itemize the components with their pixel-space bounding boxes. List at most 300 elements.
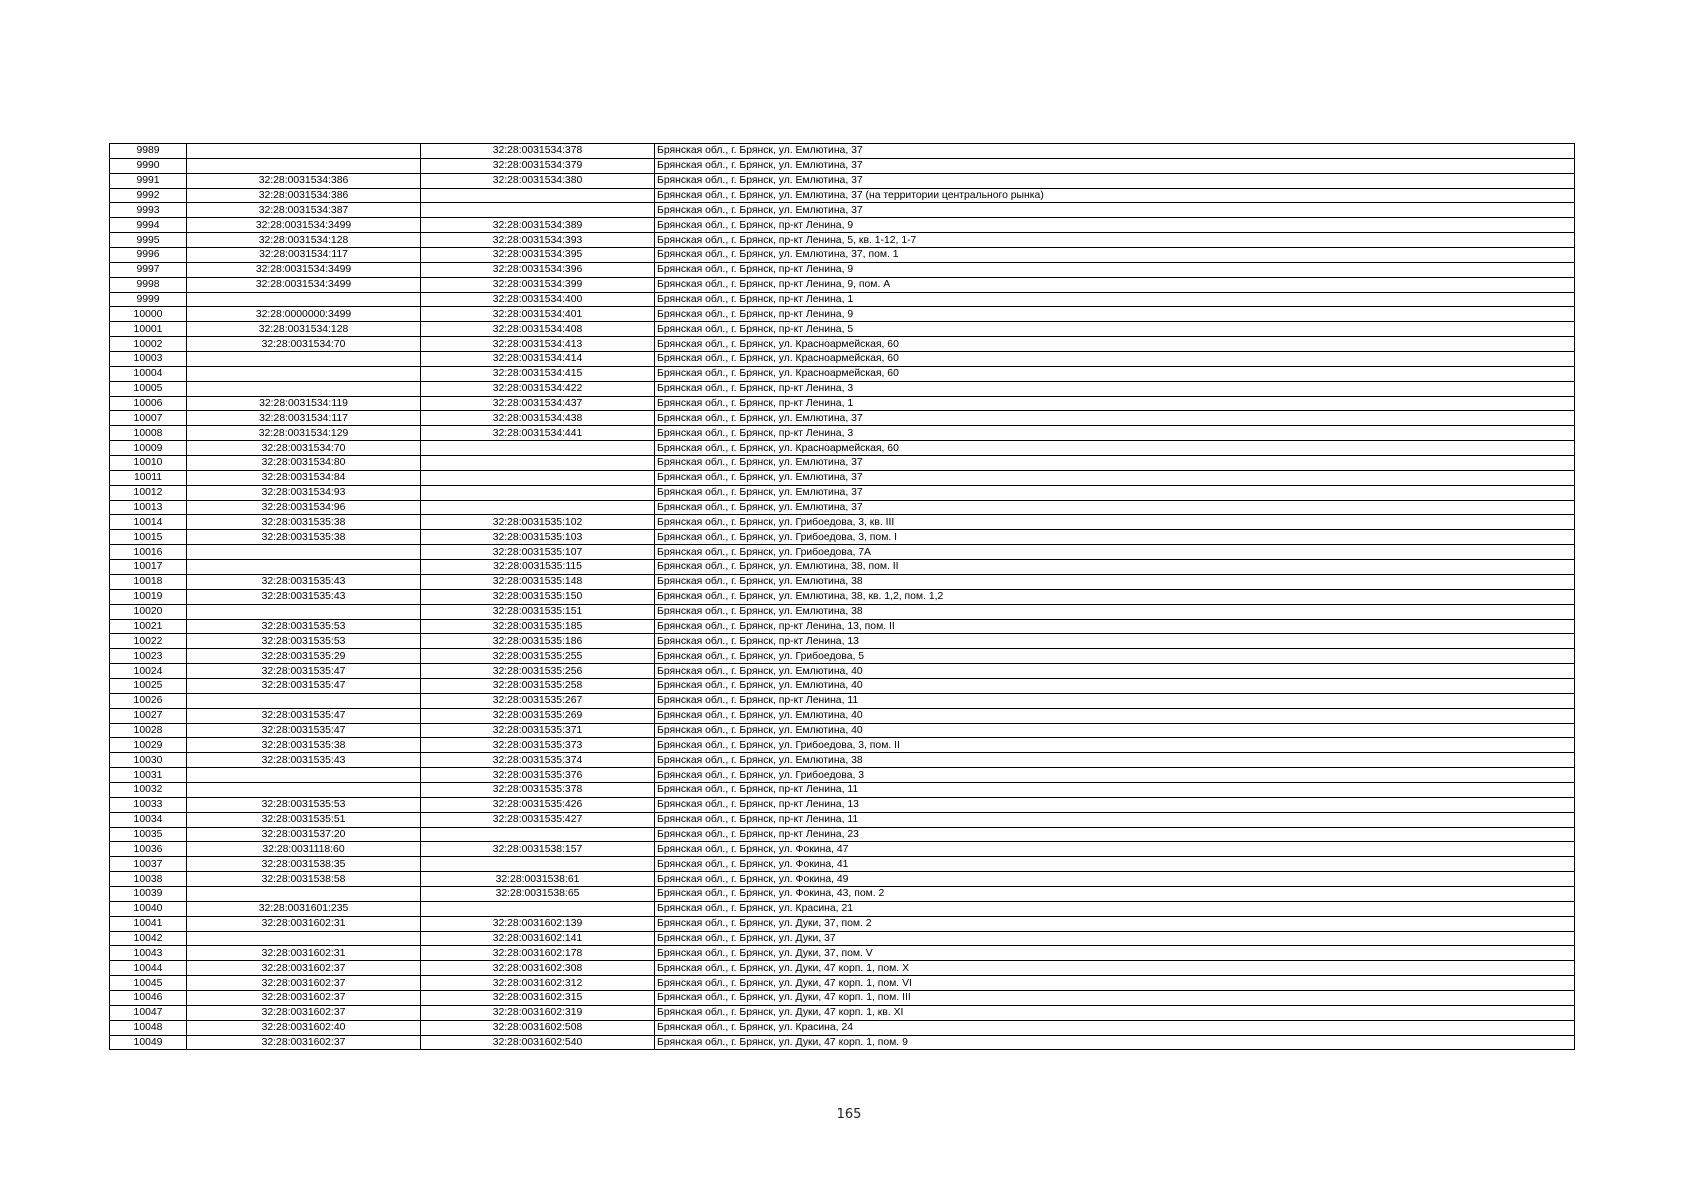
address-cell: Брянская обл., г. Брянск, ул. Грибоедова, 5 <box>655 649 1575 664</box>
land-cadastral-number-cell: 32:28:0000000:3499 <box>187 307 421 322</box>
object-cadastral-number-cell: 32:28:0031534:437 <box>421 396 655 411</box>
address-cell: Брянская обл., г. Брянск, ул. Грибоедова, 3 <box>655 768 1575 783</box>
land-cadastral-number-cell: 32:28:0031602:37 <box>187 1005 421 1020</box>
address-cell: Брянская обл., г. Брянск, ул. Дуки, 37 <box>655 931 1575 946</box>
land-cadastral-number-cell: 32:28:0031534:3499 <box>187 277 421 292</box>
row-number-cell: 9993 <box>110 203 187 218</box>
table-row <box>110 366 1575 381</box>
land-cadastral-number-cell: 32:28:0031602:31 <box>187 916 421 931</box>
object-cadastral-number-cell: 32:28:0031602:308 <box>421 961 655 976</box>
table-row <box>110 218 1575 233</box>
address-cell: Брянская обл., г. Брянск, ул. Емлютина, 40 <box>655 723 1575 738</box>
table-row <box>110 693 1575 708</box>
table-row <box>110 842 1575 857</box>
row-number-cell: 10049 <box>110 1035 187 1050</box>
table-row <box>110 619 1575 634</box>
address-cell: Брянская обл., г. Брянск, ул. Емлютина, 37 <box>655 456 1575 471</box>
table-row <box>110 1005 1575 1020</box>
land-cadastral-number-cell: 32:28:0031534:84 <box>187 470 421 485</box>
row-number-cell: 10037 <box>110 857 187 872</box>
land-cadastral-number-cell: 32:28:0031602:37 <box>187 976 421 991</box>
object-cadastral-number-cell: 32:28:0031535:115 <box>421 560 655 575</box>
table-row <box>110 797 1575 812</box>
row-number-cell: 10005 <box>110 381 187 396</box>
address-cell: Брянская обл., г. Брянск, пр-кт Ленина, 9, пом. А <box>655 277 1575 292</box>
address-cell: Брянская обл., г. Брянск, пр-кт Ленина, 23 <box>655 827 1575 842</box>
row-number-cell: 10017 <box>110 560 187 575</box>
address-cell: Брянская обл., г. Брянск, ул. Емлютина, 38, кв. 1,2, пом. 1,2 <box>655 589 1575 604</box>
object-cadastral-number-cell: 32:28:0031602:319 <box>421 1005 655 1020</box>
land-cadastral-number-cell <box>187 768 421 783</box>
row-number-cell: 10041 <box>110 916 187 931</box>
land-cadastral-number-cell: 32:28:0031534:128 <box>187 322 421 337</box>
land-cadastral-number-cell: 32:28:0031534:117 <box>187 248 421 263</box>
table-row <box>110 545 1575 560</box>
row-number-cell: 9999 <box>110 292 187 307</box>
row-number-cell: 10044 <box>110 961 187 976</box>
table-row <box>110 976 1575 991</box>
address-cell: Брянская обл., г. Брянск, ул. Емлютина, 38, пом. II <box>655 560 1575 575</box>
table-row <box>110 857 1575 872</box>
address-cell: Брянская обл., г. Брянск, ул. Емлютина, 37 <box>655 411 1575 426</box>
land-cadastral-number-cell <box>187 352 421 367</box>
table-row <box>110 664 1575 679</box>
table-row <box>110 248 1575 263</box>
land-cadastral-number-cell: 32:28:0031534:119 <box>187 396 421 411</box>
row-number-cell: 10027 <box>110 708 187 723</box>
row-number-cell: 10028 <box>110 723 187 738</box>
land-cadastral-number-cell <box>187 693 421 708</box>
table-row <box>110 738 1575 753</box>
table-row <box>110 961 1575 976</box>
row-number-cell: 10004 <box>110 366 187 381</box>
object-cadastral-number-cell: 32:28:0031602:141 <box>421 931 655 946</box>
table-row <box>110 144 1575 159</box>
table-row <box>110 634 1575 649</box>
address-cell: Брянская обл., г. Брянск, пр-кт Ленина, 9 <box>655 218 1575 233</box>
object-cadastral-number-cell: 32:28:0031535:378 <box>421 782 655 797</box>
row-number-cell: 10034 <box>110 812 187 827</box>
row-number-cell: 10008 <box>110 426 187 441</box>
land-cadastral-number-cell: 32:28:0031535:53 <box>187 619 421 634</box>
address-cell: Брянская обл., г. Брянск, пр-кт Ленина, 13 <box>655 634 1575 649</box>
object-cadastral-number-cell: 32:28:0031535:186 <box>421 634 655 649</box>
table-row <box>110 530 1575 545</box>
row-number-cell: 10009 <box>110 441 187 456</box>
object-cadastral-number-cell: 32:28:0031535:376 <box>421 768 655 783</box>
table-row <box>110 560 1575 575</box>
row-number-cell: 10014 <box>110 515 187 530</box>
row-number-cell: 10007 <box>110 411 187 426</box>
row-number-cell: 10006 <box>110 396 187 411</box>
land-cadastral-number-cell: 32:28:0031535:47 <box>187 664 421 679</box>
row-number-cell: 10029 <box>110 738 187 753</box>
row-number-cell: 10001 <box>110 322 187 337</box>
table-row <box>110 1035 1575 1050</box>
object-cadastral-number-cell: 32:28:0031534:399 <box>421 277 655 292</box>
address-cell: Брянская обл., г. Брянск, ул. Грибоедова, 3, пом. I <box>655 530 1575 545</box>
land-cadastral-number-cell: 32:28:0031534:386 <box>187 188 421 203</box>
object-cadastral-number-cell: 32:28:0031534:389 <box>421 218 655 233</box>
land-cadastral-number-cell: 32:28:0031535:43 <box>187 574 421 589</box>
land-cadastral-number-cell: 32:28:0031535:38 <box>187 530 421 545</box>
object-cadastral-number-cell: 32:28:0031535:151 <box>421 604 655 619</box>
land-cadastral-number-cell: 32:28:0031534:70 <box>187 441 421 456</box>
row-number-cell: 10047 <box>110 1005 187 1020</box>
land-cadastral-number-cell <box>187 366 421 381</box>
object-cadastral-number-cell: 32:28:0031534:379 <box>421 158 655 173</box>
address-cell: Брянская обл., г. Брянск, ул. Емлютина, 38 <box>655 574 1575 589</box>
land-cadastral-number-cell: 32:28:0031534:128 <box>187 233 421 248</box>
land-cadastral-number-cell: 32:28:0031534:117 <box>187 411 421 426</box>
object-cadastral-number-cell: 32:28:0031535:374 <box>421 753 655 768</box>
address-cell: Брянская обл., г. Брянск, ул. Емлютина, 38 <box>655 753 1575 768</box>
address-cell: Брянская обл., г. Брянск, ул. Емлютина, 37, пом. 1 <box>655 248 1575 263</box>
table-row <box>110 456 1575 471</box>
row-number-cell: 9998 <box>110 277 187 292</box>
row-number-cell: 9990 <box>110 158 187 173</box>
address-cell: Брянская обл., г. Брянск, ул. Емлютина, 37 <box>655 470 1575 485</box>
land-cadastral-number-cell: 32:28:0031535:53 <box>187 634 421 649</box>
land-cadastral-number-cell: 32:28:0031602:40 <box>187 1020 421 1035</box>
object-cadastral-number-cell: 32:28:0031602:178 <box>421 946 655 961</box>
table-row <box>110 292 1575 307</box>
address-cell: Брянская обл., г. Брянск, ул. Грибоедова, 3, пом. II <box>655 738 1575 753</box>
row-number-cell: 10002 <box>110 337 187 352</box>
row-number-cell: 10035 <box>110 827 187 842</box>
object-cadastral-number-cell: 32:28:0031538:65 <box>421 886 655 901</box>
row-number-cell: 10043 <box>110 946 187 961</box>
address-cell: Брянская обл., г. Брянск, ул. Красина, 24 <box>655 1020 1575 1035</box>
table-row <box>110 352 1575 367</box>
land-cadastral-number-cell: 32:28:0031602:37 <box>187 990 421 1005</box>
table-row <box>110 1020 1575 1035</box>
object-cadastral-number-cell <box>421 456 655 471</box>
object-cadastral-number-cell: 32:28:0031535:103 <box>421 530 655 545</box>
address-cell: Брянская обл., г. Брянск, ул. Красноармейская, 60 <box>655 441 1575 456</box>
address-cell: Брянская обл., г. Брянск, пр-кт Ленина, 1 <box>655 292 1575 307</box>
row-number-cell: 9995 <box>110 233 187 248</box>
table-row <box>110 381 1575 396</box>
row-number-cell: 10019 <box>110 589 187 604</box>
row-number-cell: 10020 <box>110 604 187 619</box>
land-cadastral-number-cell: 32:28:0031118:60 <box>187 842 421 857</box>
registry-table <box>109 143 1575 1050</box>
row-number-cell: 10042 <box>110 931 187 946</box>
address-cell: Брянская обл., г. Брянск, ул. Фокина, 41 <box>655 857 1575 872</box>
address-cell: Брянская обл., г. Брянск, ул. Емлютина, 37 <box>655 144 1575 159</box>
address-cell: Брянская обл., г. Брянск, ул. Емлютина, 37 <box>655 158 1575 173</box>
object-cadastral-number-cell <box>421 470 655 485</box>
object-cadastral-number-cell: 32:28:0031534:378 <box>421 144 655 159</box>
object-cadastral-number-cell: 32:28:0031538:157 <box>421 842 655 857</box>
land-cadastral-number-cell: 32:28:0031535:38 <box>187 515 421 530</box>
land-cadastral-number-cell: 32:28:0031534:70 <box>187 337 421 352</box>
object-cadastral-number-cell: 32:28:0031534:393 <box>421 233 655 248</box>
row-number-cell: 9992 <box>110 188 187 203</box>
table-row <box>110 723 1575 738</box>
row-number-cell: 10012 <box>110 485 187 500</box>
object-cadastral-number-cell <box>421 188 655 203</box>
land-cadastral-number-cell: 32:28:0031602:37 <box>187 1035 421 1050</box>
object-cadastral-number-cell: 32:28:0031535:107 <box>421 545 655 560</box>
object-cadastral-number-cell: 32:28:0031535:258 <box>421 678 655 693</box>
object-cadastral-number-cell: 32:28:0031534:401 <box>421 307 655 322</box>
table-row <box>110 262 1575 277</box>
object-cadastral-number-cell: 32:28:0031535:102 <box>421 515 655 530</box>
land-cadastral-number-cell: 32:28:0031534:96 <box>187 500 421 515</box>
land-cadastral-number-cell <box>187 604 421 619</box>
row-number-cell: 10011 <box>110 470 187 485</box>
row-number-cell: 9997 <box>110 262 187 277</box>
address-cell: Брянская обл., г. Брянск, ул. Дуки, 47 корп. 1, пом. VI <box>655 976 1575 991</box>
row-number-cell: 10022 <box>110 634 187 649</box>
table-row <box>110 604 1575 619</box>
object-cadastral-number-cell: 32:28:0031534:395 <box>421 248 655 263</box>
land-cadastral-number-cell: 32:28:0031535:51 <box>187 812 421 827</box>
address-cell: Брянская обл., г. Брянск, ул. Дуки, 47 корп. 1, пом. III <box>655 990 1575 1005</box>
object-cadastral-number-cell: 32:28:0031535:150 <box>421 589 655 604</box>
table-row <box>110 708 1575 723</box>
table-row <box>110 277 1575 292</box>
row-number-cell: 10024 <box>110 664 187 679</box>
row-number-cell: 10000 <box>110 307 187 322</box>
object-cadastral-number-cell: 32:28:0031602:315 <box>421 990 655 1005</box>
address-cell: Брянская обл., г. Брянск, пр-кт Ленина, 11 <box>655 812 1575 827</box>
address-cell: Брянская обл., г. Брянск, ул. Красина, 21 <box>655 901 1575 916</box>
table-row <box>110 827 1575 842</box>
land-cadastral-number-cell <box>187 144 421 159</box>
table-row <box>110 233 1575 248</box>
object-cadastral-number-cell: 32:28:0031534:438 <box>421 411 655 426</box>
object-cadastral-number-cell <box>421 857 655 872</box>
land-cadastral-number-cell: 32:28:0031535:47 <box>187 723 421 738</box>
table-row <box>110 872 1575 887</box>
land-cadastral-number-cell: 32:28:0031534:386 <box>187 173 421 188</box>
address-cell: Брянская обл., г. Брянск, пр-кт Ленина, 3 <box>655 426 1575 441</box>
address-cell: Брянская обл., г. Брянск, ул. Емлютина, 40 <box>655 664 1575 679</box>
table-row <box>110 678 1575 693</box>
table-row <box>110 188 1575 203</box>
table-row <box>110 753 1575 768</box>
table-row <box>110 886 1575 901</box>
address-cell: Брянская обл., г. Брянск, пр-кт Ленина, 9 <box>655 307 1575 322</box>
land-cadastral-number-cell: 32:28:0031534:129 <box>187 426 421 441</box>
land-cadastral-number-cell: 32:28:0031602:31 <box>187 946 421 961</box>
object-cadastral-number-cell: 32:28:0031534:415 <box>421 366 655 381</box>
land-cadastral-number-cell <box>187 545 421 560</box>
table-row <box>110 812 1575 827</box>
table-row <box>110 337 1575 352</box>
row-number-cell: 10021 <box>110 619 187 634</box>
row-number-cell: 10003 <box>110 352 187 367</box>
land-cadastral-number-cell: 32:28:0031534:3499 <box>187 218 421 233</box>
row-number-cell: 10036 <box>110 842 187 857</box>
address-cell: Брянская обл., г. Брянск, ул. Емлютина, 40 <box>655 678 1575 693</box>
object-cadastral-number-cell: 32:28:0031534:441 <box>421 426 655 441</box>
object-cadastral-number-cell: 32:28:0031535:255 <box>421 649 655 664</box>
land-cadastral-number-cell <box>187 886 421 901</box>
row-number-cell: 10045 <box>110 976 187 991</box>
registry-table-body <box>110 144 1575 1050</box>
table-row <box>110 916 1575 931</box>
object-cadastral-number-cell: 32:28:0031535:267 <box>421 693 655 708</box>
address-cell: Брянская обл., г. Брянск, пр-кт Ленина, 5, кв. 1-12, 1-7 <box>655 233 1575 248</box>
address-cell: Брянская обл., г. Брянск, ул. Емлютина, 38 <box>655 604 1575 619</box>
address-cell: Брянская обл., г. Брянск, пр-кт Ленина, 11 <box>655 693 1575 708</box>
row-number-cell: 10039 <box>110 886 187 901</box>
row-number-cell: 10033 <box>110 797 187 812</box>
address-cell: Брянская обл., г. Брянск, пр-кт Ленина, 9 <box>655 262 1575 277</box>
object-cadastral-number-cell <box>421 901 655 916</box>
land-cadastral-number-cell <box>187 158 421 173</box>
land-cadastral-number-cell: 32:28:0031537:20 <box>187 827 421 842</box>
land-cadastral-number-cell: 32:28:0031535:53 <box>187 797 421 812</box>
table-row <box>110 649 1575 664</box>
object-cadastral-number-cell: 32:28:0031534:396 <box>421 262 655 277</box>
object-cadastral-number-cell: 32:28:0031535:185 <box>421 619 655 634</box>
address-cell: Брянская обл., г. Брянск, ул. Грибоедова, 3, кв. III <box>655 515 1575 530</box>
row-number-cell: 9991 <box>110 173 187 188</box>
address-cell: Брянская обл., г. Брянск, ул. Дуки, 47 корп. 1, пом. X <box>655 961 1575 976</box>
object-cadastral-number-cell <box>421 827 655 842</box>
object-cadastral-number-cell: 32:28:0031534:413 <box>421 337 655 352</box>
object-cadastral-number-cell: 32:28:0031534:400 <box>421 292 655 307</box>
land-cadastral-number-cell: 32:28:0031534:93 <box>187 485 421 500</box>
row-number-cell: 10023 <box>110 649 187 664</box>
object-cadastral-number-cell: 32:28:0031602:139 <box>421 916 655 931</box>
address-cell: Брянская обл., г. Брянск, ул. Дуки, 37, пом. V <box>655 946 1575 961</box>
land-cadastral-number-cell: 32:28:0031534:387 <box>187 203 421 218</box>
land-cadastral-number-cell: 32:28:0031534:3499 <box>187 262 421 277</box>
table-row <box>110 158 1575 173</box>
land-cadastral-number-cell <box>187 381 421 396</box>
row-number-cell: 10031 <box>110 768 187 783</box>
row-number-cell: 9994 <box>110 218 187 233</box>
object-cadastral-number-cell: 32:28:0031535:427 <box>421 812 655 827</box>
table-row <box>110 931 1575 946</box>
land-cadastral-number-cell: 32:28:0031602:37 <box>187 961 421 976</box>
table-row <box>110 574 1575 589</box>
address-cell: Брянская обл., г. Брянск, пр-кт Ленина, 13 <box>655 797 1575 812</box>
address-cell: Брянская обл., г. Брянск, ул. Грибоедова, 7А <box>655 545 1575 560</box>
land-cadastral-number-cell <box>187 560 421 575</box>
address-cell: Брянская обл., г. Брянск, ул. Фокина, 47 <box>655 842 1575 857</box>
address-cell: Брянская обл., г. Брянск, ул. Емлютина, 37 <box>655 500 1575 515</box>
row-number-cell: 10038 <box>110 872 187 887</box>
object-cadastral-number-cell <box>421 441 655 456</box>
table-row <box>110 322 1575 337</box>
table-row <box>110 768 1575 783</box>
table-row <box>110 441 1575 456</box>
address-cell: Брянская обл., г. Брянск, пр-кт Ленина, 5 <box>655 322 1575 337</box>
address-cell: Брянская обл., г. Брянск, ул. Дуки, 47 корп. 1, кв. XI <box>655 1005 1575 1020</box>
row-number-cell: 10046 <box>110 990 187 1005</box>
address-cell: Брянская обл., г. Брянск, пр-кт Ленина, 1 <box>655 396 1575 411</box>
address-cell: Брянская обл., г. Брянск, ул. Красноармейская, 60 <box>655 366 1575 381</box>
row-number-cell: 10026 <box>110 693 187 708</box>
table-row <box>110 426 1575 441</box>
table-row <box>110 901 1575 916</box>
table-row <box>110 500 1575 515</box>
address-cell: Брянская обл., г. Брянск, ул. Красноармейская, 60 <box>655 352 1575 367</box>
address-cell: Брянская обл., г. Брянск, ул. Дуки, 47 корп. 1, пом. 9 <box>655 1035 1575 1050</box>
table-row <box>110 396 1575 411</box>
object-cadastral-number-cell <box>421 500 655 515</box>
table-row <box>110 589 1575 604</box>
object-cadastral-number-cell <box>421 485 655 500</box>
land-cadastral-number-cell <box>187 931 421 946</box>
table-row <box>110 782 1575 797</box>
object-cadastral-number-cell: 32:28:0031535:148 <box>421 574 655 589</box>
row-number-cell: 10030 <box>110 753 187 768</box>
row-number-cell: 10016 <box>110 545 187 560</box>
land-cadastral-number-cell: 32:28:0031535:29 <box>187 649 421 664</box>
land-cadastral-number-cell: 32:28:0031601:235 <box>187 901 421 916</box>
address-cell: Брянская обл., г. Брянск, пр-кт Ленина, 3 <box>655 381 1575 396</box>
land-cadastral-number-cell: 32:28:0031535:43 <box>187 589 421 604</box>
address-cell: Брянская обл., г. Брянск, ул. Емлютина, 37 (на территории центрального рынка) <box>655 188 1575 203</box>
row-number-cell: 10032 <box>110 782 187 797</box>
address-cell: Брянская обл., г. Брянск, пр-кт Ленина, 13, пом. II <box>655 619 1575 634</box>
object-cadastral-number-cell: 32:28:0031602:540 <box>421 1035 655 1050</box>
row-number-cell: 10013 <box>110 500 187 515</box>
object-cadastral-number-cell: 32:28:0031602:312 <box>421 976 655 991</box>
table-row <box>110 946 1575 961</box>
land-cadastral-number-cell: 32:28:0031535:43 <box>187 753 421 768</box>
object-cadastral-number-cell: 32:28:0031535:269 <box>421 708 655 723</box>
land-cadastral-number-cell: 32:28:0031535:47 <box>187 678 421 693</box>
row-number-cell: 10010 <box>110 456 187 471</box>
table-row <box>110 173 1575 188</box>
land-cadastral-number-cell: 32:28:0031538:35 <box>187 857 421 872</box>
land-cadastral-number-cell: 32:28:0031538:58 <box>187 872 421 887</box>
address-cell: Брянская обл., г. Брянск, ул. Дуки, 37, пом. 2 <box>655 916 1575 931</box>
row-number-cell: 10048 <box>110 1020 187 1035</box>
row-number-cell: 9996 <box>110 248 187 263</box>
object-cadastral-number-cell: 32:28:0031538:61 <box>421 872 655 887</box>
row-number-cell: 10025 <box>110 678 187 693</box>
object-cadastral-number-cell: 32:28:0031602:508 <box>421 1020 655 1035</box>
table-row <box>110 485 1575 500</box>
row-number-cell: 9989 <box>110 144 187 159</box>
row-number-cell: 10018 <box>110 574 187 589</box>
address-cell: Брянская обл., г. Брянск, ул. Емлютина, 37 <box>655 485 1575 500</box>
object-cadastral-number-cell: 32:28:0031534:422 <box>421 381 655 396</box>
table-row <box>110 411 1575 426</box>
object-cadastral-number-cell <box>421 203 655 218</box>
address-cell: Брянская обл., г. Брянск, ул. Емлютина, 37 <box>655 203 1575 218</box>
table-row <box>110 203 1575 218</box>
address-cell: Брянская обл., г. Брянск, ул. Красноармейская, 60 <box>655 337 1575 352</box>
address-cell: Брянская обл., г. Брянск, ул. Фокина, 49 <box>655 872 1575 887</box>
land-cadastral-number-cell <box>187 292 421 307</box>
land-cadastral-number-cell: 32:28:0031535:38 <box>187 738 421 753</box>
table-row <box>110 470 1575 485</box>
table-row <box>110 515 1575 530</box>
table-row <box>110 307 1575 322</box>
object-cadastral-number-cell: 32:28:0031534:414 <box>421 352 655 367</box>
object-cadastral-number-cell: 32:28:0031534:380 <box>421 173 655 188</box>
object-cadastral-number-cell: 32:28:0031535:256 <box>421 664 655 679</box>
object-cadastral-number-cell: 32:28:0031535:373 <box>421 738 655 753</box>
address-cell: Брянская обл., г. Брянск, ул. Емлютина, 40 <box>655 708 1575 723</box>
land-cadastral-number-cell: 32:28:0031534:80 <box>187 456 421 471</box>
address-cell: Брянская обл., г. Брянск, пр-кт Ленина, 11 <box>655 782 1575 797</box>
object-cadastral-number-cell: 32:28:0031535:371 <box>421 723 655 738</box>
address-cell: Брянская обл., г. Брянск, ул. Емлютина, 37 <box>655 173 1575 188</box>
land-cadastral-number-cell <box>187 782 421 797</box>
